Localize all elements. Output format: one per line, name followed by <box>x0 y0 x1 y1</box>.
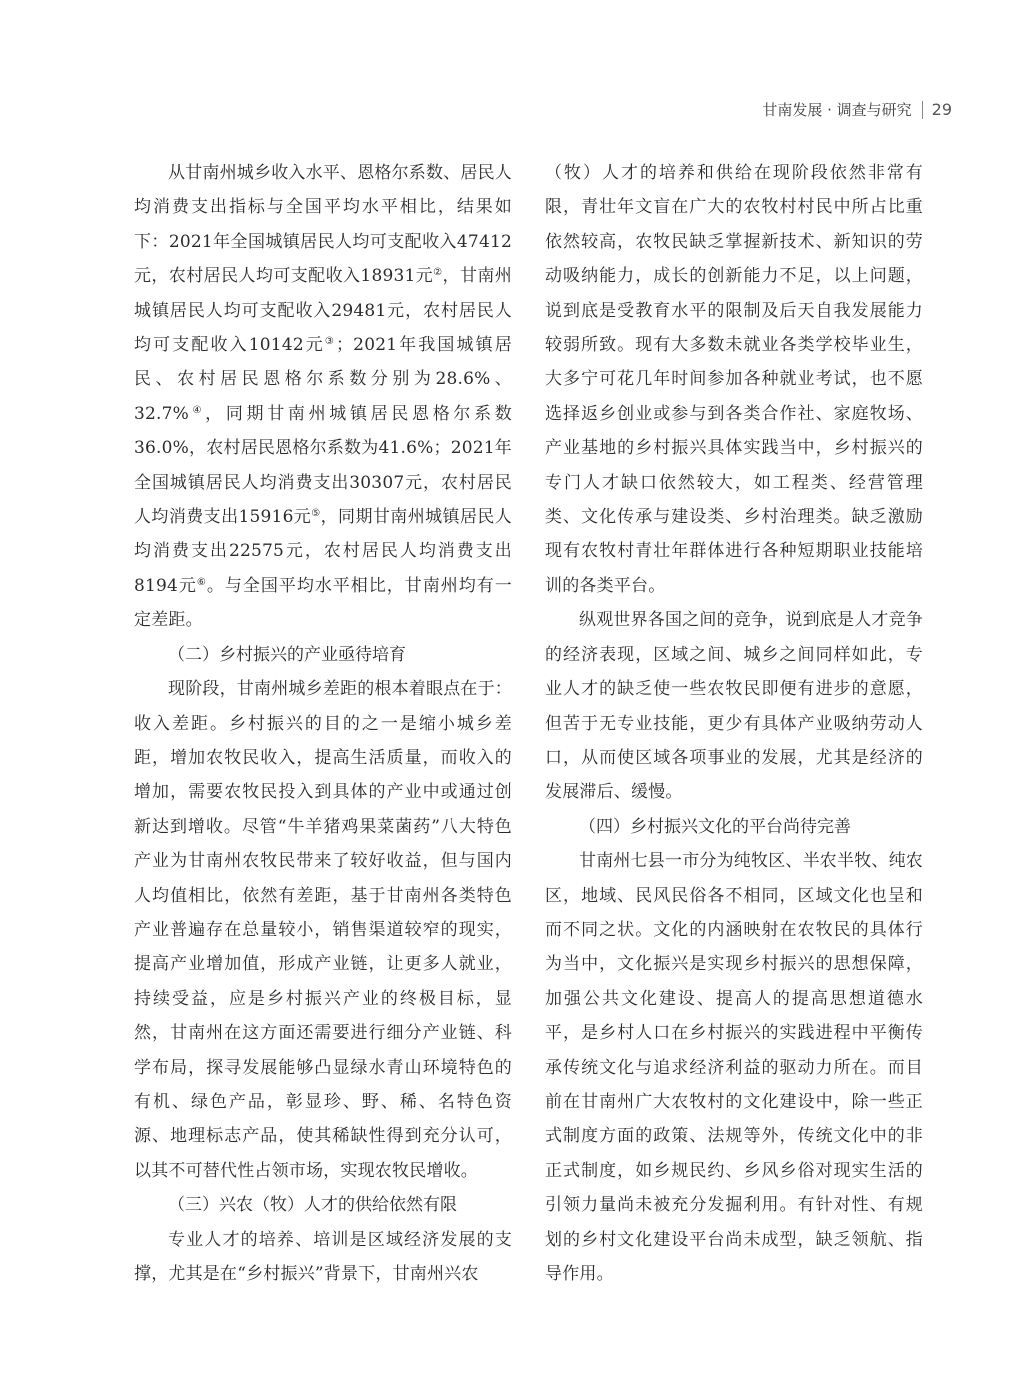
text-segment: 。与全国平均水平相比，甘南州均有一定差距。 <box>134 575 512 631</box>
paragraph-industry: 现阶段，甘南州城乡差距的根本着眼点在于：收入差距。乡村振兴的目的之一是缩小城乡差距，增加农牧民收入，提高生活质量，而收入的增加，需要农牧民投入到具体的产业中或通过创新达到增收。尽管“牛羊猪鸡果菜菌药”八大特色产业为甘南州农牧民带来了较好收益，但与国内人均值相比，依然有差距，基于甘南州各类特色产业普遍存在总量较小，销售渠道较窄的现实，提高产业增加值，形成产业链，让更多人就业，持续受益，应是乡村振兴产业的终极目标，显然，甘南州在这方面还需要进行细分产业链、科学布局，探寻发展能够凸显绿水青山环境特色的有机、绿色产品，彰显珍、野、稀、名特色资源、地理标志产品，使其稀缺性得到充分认可，以其不可替代性占领市场，实现农牧民增收。 <box>134 679 512 1181</box>
text-segment: ；2021年我国城镇居民、农村居民恩格尔系数分别为28.6%、32.7% <box>134 335 512 424</box>
paragraph-talent: 专业人才的培养、培训是区域经济发展的支撑，尤其是在“乡村振兴”背景下，甘南州兴农 <box>134 1229 512 1284</box>
footnote-ref: ⑤ <box>311 508 321 520</box>
footnote-ref: ④ <box>189 404 206 416</box>
page-number: 29 <box>931 100 952 119</box>
running-header <box>762 99 952 120</box>
running-title: 甘南发展 · 调查与研究 <box>762 101 912 119</box>
header-divider <box>922 101 923 119</box>
paragraph-talent-continued: （牧）人才的培养和供给在现阶段依然非常有限，青壮年文盲在广大的农牧村村民中所占比重依然较高，农牧民缺乏掌握新技术、新知识的劳动吸纳能力，成长的创新能力不足，以上问题，说到底是受教育水平的限制及后天自我发展能力较弱所致。现有大多数未就业各类学校毕业生，大多宁可花几年时间参加各种就业考试，也不愿选择返乡创业或参与到各类合作社、家庭牧场、产业基地的乡村振兴具体实践当中，乡村振兴的专门人才缺口依然较大，如工程类、经营管理类、文化传承与建设类、乡村治理类。缺乏激励现有农牧村青壮年群体进行各种短期职业技能培训的各类平台。 <box>545 163 923 596</box>
section-heading-2: （二）乡村振兴的产业亟待培育 <box>168 644 406 665</box>
paragraph-competition: 纵观世界各国之间的竞争，说到底是人才竞争的经济表现，区域之间、城乡之间同样如此，专业人才的缺乏使一些农牧民即便有进步的意愿，但苦于无专业技能，更少有具体产业吸纳劳动人口，从而使区域各项事业的发展，尤其是经济的发展滞后、缓慢。 <box>545 610 923 803</box>
text-segment: 从甘南州城乡收入水平、恩格尔系数、居民人均消费支出指标与全国平均水平相比，结果如下：2021年全国城镇居民人均可支配收入47412元，农村居民人均可支配收入18931元 <box>134 163 512 287</box>
left-column <box>134 156 512 1291</box>
section-heading-3: （三）兴农（牧）人才的供给依然有限 <box>168 1195 457 1216</box>
text-segment: ，同期甘南州城镇居民人均消费支出22575元，农村居民人均消费支出8194元 <box>134 507 513 596</box>
footnote-ref: ③ <box>324 336 336 348</box>
footnote-ref: ⑥ <box>196 576 207 588</box>
footnote-ref: ② <box>433 267 443 279</box>
paragraph-income-comparison <box>134 156 512 638</box>
paragraph-culture: 甘南州七县一市分为纯牧区、半农半牧、纯农区，地域、民风民俗各不相同，区域文化也呈和而不同之状。文化的内涵映射在农牧民的具体行为当中，文化振兴是实现乡村振兴的思想保障，加强公共文化建设、提高人的提高思想道德水平，是乡村人口在乡村振兴的实践进程中平衡传承传统文化与追求经济利益的驱动力所在。而目前在甘南州广大农牧村的文化建设中，除一些正式制度方面的政策、法规等外，传统文化中的非正式制度，如乡规民约、乡风乡俗对现实生活的引领力量尚未被充分发掘利用。有针对性、有规划的乡村文化建设平台尚未成型，缺乏领航、指导作用。 <box>545 851 923 1284</box>
right-column <box>545 156 923 1291</box>
text-segment: ，甘南州城镇居民人均可支配收入29481元，农村居民人均可支配收入10142元 <box>134 266 512 356</box>
text-segment: ，同期甘南州城镇居民恩格尔系数36.0%，农村居民恩格尔系数为41.6%；2021年全国城镇居民人均消费支出30307元，农村居民人均消费支出15916元 <box>134 403 513 528</box>
section-heading-4: （四）乡村振兴文化的平台尚待完善 <box>579 816 851 837</box>
